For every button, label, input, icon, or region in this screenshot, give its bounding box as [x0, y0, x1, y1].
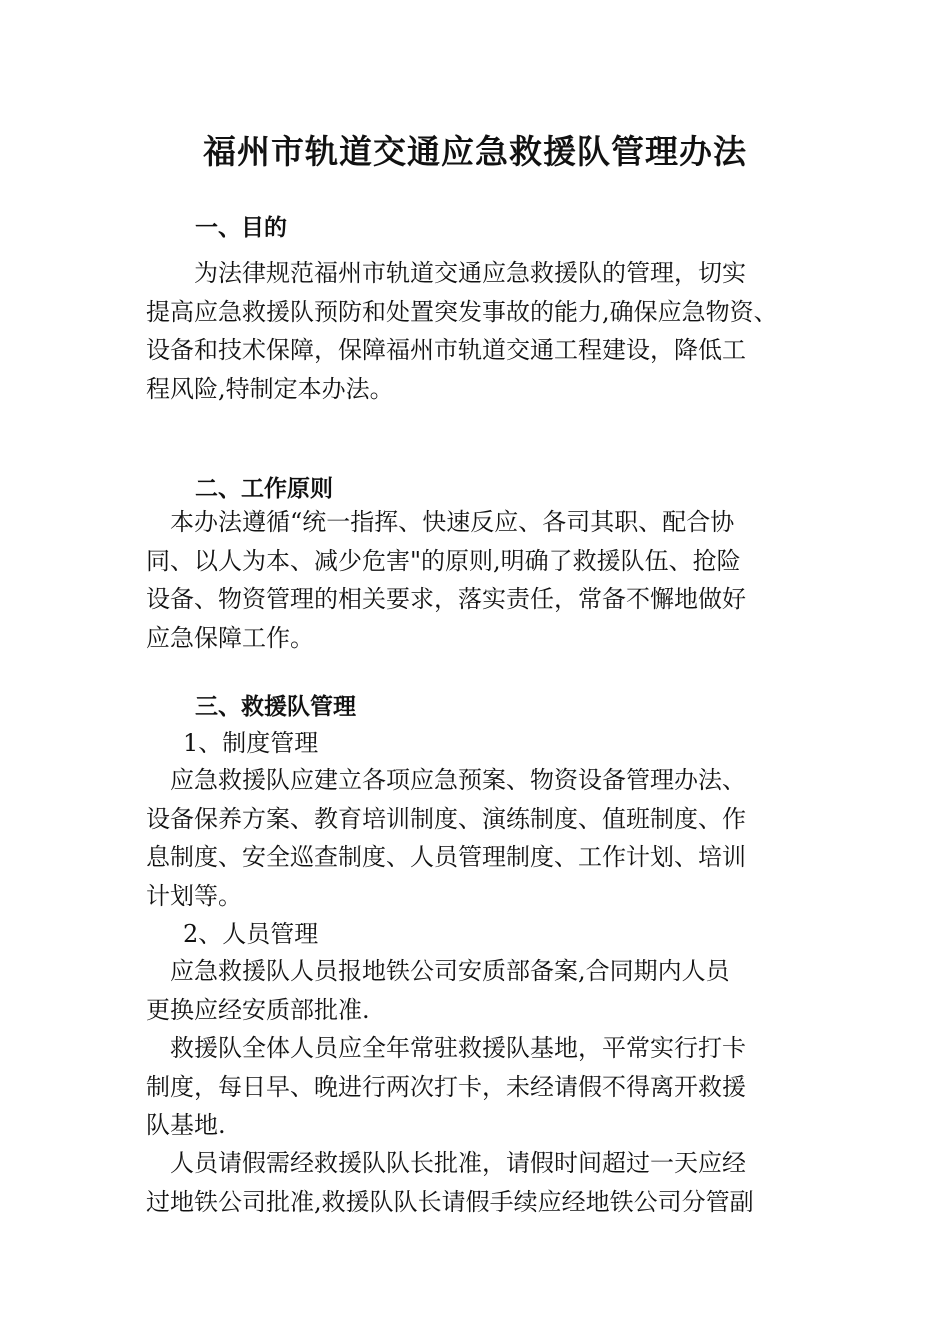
- section-heading-purpose: 一、目的: [195, 215, 287, 241]
- section-heading-team-management: 三、救援队管理: [195, 694, 356, 720]
- section-paragraph-principles: 本办法遵循“统一指挥、快速反应、各司其职、配合协 同、以人为本、减少危害"的原则,明确了救援队伍、抢险 设备、物资管理的相关要求，落实责任，常备不懈地做好 应急保障工作。: [146, 508, 746, 652]
- paragraph-personnel-leave: 人员请假需经救援队队长批准，请假时间超过一天应经 过地铁公司批准,救援队队长请假手续应经地铁公司分管副: [146, 1149, 754, 1216]
- paragraph-personnel-attendance: 救援队全体人员应全年常驻救援队基地，平常实行打卡 制度，每日早、晚进行两次打卡，未经请假不得离开救援 队基地.: [146, 1034, 746, 1139]
- document-title: 福州市轨道交通应急救援队管理办法: [203, 132, 747, 171]
- section-paragraph-purpose: 为法律规范福州市轨道交通应急救援队的管理，切实 提高应急救援队预防和处置突发事故的能力,确保应急物资、 设备和技术保障，保障福州市轨道交通工程建设，降低工 程风险,特制定本办法。: [146, 259, 778, 403]
- paragraph-personnel-filing: 应急救援队人员报地铁公司安质部备案,合同期内人员 更换应经安质部批准.: [146, 957, 730, 1024]
- section-heading-principles: 二、工作原则: [195, 476, 333, 502]
- subsection-system-management: 1、制度管理: [183, 729, 319, 757]
- subsection-personnel-management: 2、人员管理: [183, 920, 319, 948]
- paragraph-system-management: 应急救援队应建立各项应急预案、物资设备管理办法、 设备保养方案、教育培训制度、演练制度、值班制度、作 息制度、安全巡查制度、人员管理制度、工作计划、培训 计划等。: [146, 766, 746, 910]
